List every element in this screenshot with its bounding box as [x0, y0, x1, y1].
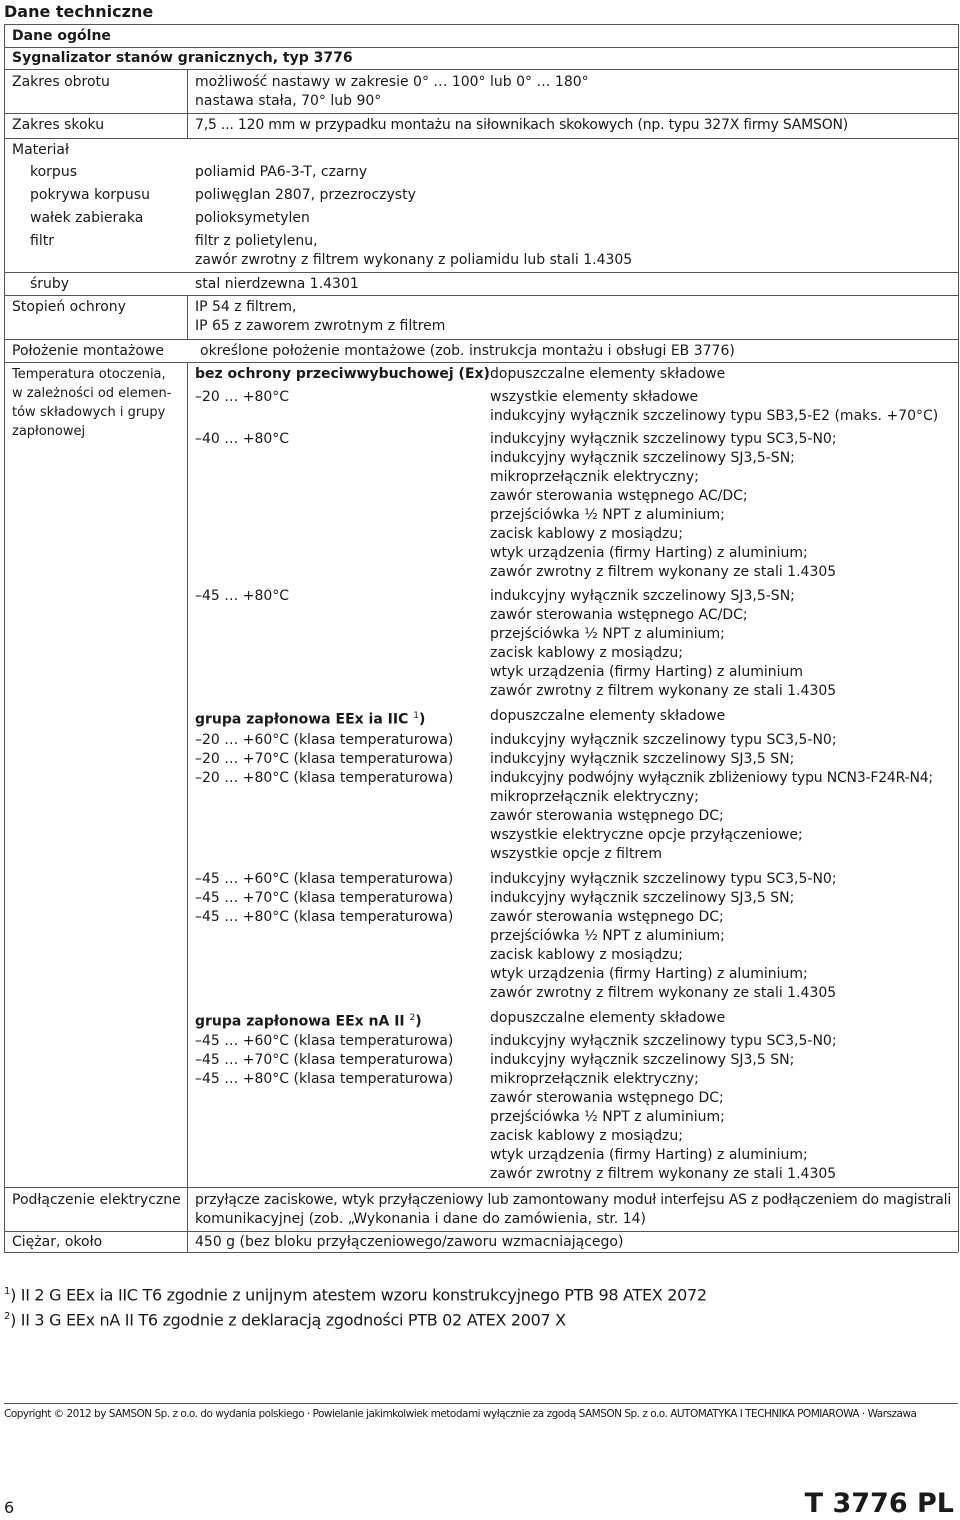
electrical-label: Podłączenie elektryczne — [12, 1192, 181, 1208]
page-number: 6 — [4, 1498, 15, 1517]
rotation-value: nastawa stała, 70° lub 90° — [195, 93, 382, 109]
component-line: przejściówka ½ NPT z aluminium; — [490, 1109, 725, 1125]
subsection-title: Sygnalizator stanów granicznych, typ 3776 — [12, 50, 353, 66]
component-line: wszystkie elektryczne opcje przyłączeniowe; — [490, 827, 803, 843]
component-line: indukcyjny wyłącznik szczelinowy typu SC3,5-N0; — [490, 871, 837, 887]
component-line: mikroprzełącznik elektryczny; — [490, 1071, 699, 1087]
material-item-value: poliwęglan 2807, przezroczysty — [195, 187, 416, 203]
weight-label: Ciężar, około — [12, 1234, 103, 1250]
component-line: indukcyjny wyłącznik szczelinowy typu SC3,5-N0; — [490, 1033, 837, 1049]
row-divider — [4, 362, 958, 363]
material-label: Materiał — [12, 142, 69, 158]
temp-class-range: –20 … +80°C (klasa temperaturowa) — [195, 770, 454, 786]
components-header: dopuszczalne elementy składowe — [490, 1010, 726, 1026]
protection-value: IP 54 z filtrem, — [195, 299, 297, 315]
component-line: zawór zwrotny z filtrem wykonany ze stali 1.4305 — [490, 985, 837, 1001]
temp-class-range: –20 … +60°C (klasa temperaturowa) — [195, 732, 454, 748]
column-divider — [187, 69, 188, 138]
component-line: przejściówka ½ NPT z aluminium; — [490, 928, 725, 944]
temperature-label: Temperatura otoczenia, — [12, 367, 166, 382]
footnote — [4, 1281, 707, 1306]
screws-label: śruby — [30, 276, 70, 292]
component-line: indukcyjny wyłącznik szczelinowy SJ3,5-SN; — [490, 450, 795, 466]
footnote-ref: 1 — [413, 711, 419, 721]
component-line: mikroprzełącznik elektryczny; — [490, 789, 699, 805]
component-line: zawór zwrotny z filtrem wykonany ze stali 1.4305 — [490, 683, 837, 699]
section-general: Dane ogólne — [12, 28, 111, 44]
component-line: indukcyjny podwójny wyłącznik zbliżeniowy typu NCN3-F24R-N4; — [490, 770, 933, 786]
component-line: zacisk kablowy z mosiądzu; — [490, 645, 683, 661]
material-item-value: poliamid PA6-3-T, czarny — [195, 164, 368, 180]
component-line: zawór sterowania wstępnego AC/DC; — [490, 488, 748, 504]
weight-value: 450 g (bez bloku przyłączeniowego/zaworu wzmacniającego) — [195, 1234, 624, 1250]
electrical-value: komunikacyjnej (zob. „Wykonania i dane do zamówienia, str. 14) — [195, 1211, 646, 1227]
mounting-value: określone położenie montażowe (zob. instrukcja montażu i obsługi EB 3776) — [200, 343, 735, 359]
footnote-text: ) II 3 G EEx nA II T6 zgodnie z deklaracją zgodności PTB 02 ATEX 2007 X — [10, 1310, 566, 1330]
component-line: zawór sterowania wstępnego DC; — [490, 1090, 724, 1106]
mounting-label: Położenie montażowe — [12, 343, 164, 359]
component-line: zawór sterowania wstępnego DC; — [490, 808, 724, 824]
component-line: wtyk urządzenia (firmy Harting) z aluminium; — [490, 545, 808, 561]
component-line: indukcyjny wyłącznik szczelinowy SJ3,5-SN; — [490, 588, 795, 604]
protection-label: Stopień ochrony — [12, 299, 126, 315]
material-item-label: filtr — [30, 233, 54, 249]
components-header: dopuszczalne elementy składowe — [490, 366, 726, 382]
footer-rule — [4, 1403, 958, 1404]
copyright-notice: Copyright © 2012 by SAMSON Sp. z o.o. do wydania polskiego · Powielanie jakimkolwiek metodami wyłącznie za zgodą SAMSON Sp. z o.o. AUTOMATYKA I TECHNIKA POMIAROWA · Warszawa — [4, 1408, 917, 1420]
temp-range: –45 … +80°C — [195, 588, 290, 604]
component-line: indukcyjny wyłącznik szczelinowy SJ3,5 SN; — [490, 751, 795, 767]
component-line: zacisk kablowy z mosiądzu; — [490, 1128, 683, 1144]
material-item-label: wałek zabieraka — [30, 210, 144, 226]
temperature-label: w zależności od elemen- — [12, 386, 172, 401]
footnote-mark: 1 — [4, 1286, 11, 1297]
stroke-label: Zakres skoku — [12, 117, 105, 133]
component-line: wtyk urządzenia (firmy Harting) z aluminium; — [490, 1147, 808, 1163]
temp-class-range: –45 … +60°C (klasa temperaturowa) — [195, 871, 454, 887]
rotation-label: Zakres obrotu — [12, 74, 110, 90]
material-item-value: filtr z polietylenu, — [195, 233, 318, 249]
component-line: indukcyjny wyłącznik szczelinowy typu SC3,5-N0; — [490, 431, 837, 447]
table-right-border — [958, 24, 959, 1252]
row-divider — [4, 47, 958, 48]
component-line: przejściówka ½ NPT z aluminium; — [490, 507, 725, 523]
ex-na-title: grupa zapłonowa EEx nA II — [195, 1013, 405, 1030]
screws-value: stal nierdzewna 1.4301 — [195, 276, 359, 292]
component-line: wszystkie elementy składowe — [490, 389, 699, 405]
material-item-value: polioksymetylen — [195, 210, 310, 226]
material-item-label: korpus — [30, 164, 77, 180]
temp-range: –40 … +80°C — [195, 431, 290, 447]
temp-class-range: –45 … +80°C (klasa temperaturowa) — [195, 909, 454, 925]
row-divider — [4, 138, 958, 139]
component-line: zacisk kablowy z mosiądzu; — [490, 526, 683, 542]
footnote — [4, 1306, 566, 1331]
column-divider — [187, 295, 188, 339]
row-divider — [4, 272, 958, 273]
component-line: zacisk kablowy z mosiądzu; — [490, 947, 683, 963]
table-top-border — [4, 24, 958, 25]
component-line: zawór sterowania wstępnego DC; — [490, 909, 724, 925]
stroke-value: 7,5 ... 120 mm w przypadku montażu na siłownikach skokowych (np. typu 327X firmy SAMSON) — [195, 117, 849, 133]
ex-na-header: grupa zapłonowa EEx nA II $^2$) — [195, 1013, 422, 1030]
row-divider — [4, 1187, 958, 1188]
nonex-header: bez ochrony przeciwwybuchowej (Ex) — [195, 366, 490, 382]
electrical-value: przyłącze zaciskowe, wtyk przyłączeniowy lub zamontowany moduł interfejsu AS z podłączeniem do magistrali — [195, 1192, 952, 1208]
rotation-value: możliwość nastawy w zakresie 0° … 100° lub 0° … 180° — [195, 74, 589, 90]
protection-value: IP 65 z zaworem zwrotnym z filtrem — [195, 318, 446, 334]
ex-ia-header: grupa zapłonowa EEx ia IIC $^1$) — [195, 711, 426, 728]
temperature-label: tów składowych i grupy — [12, 405, 166, 420]
material-item-value: zawór zwrotny z filtrem wykonany z poliamidu lub stali 1.4305 — [195, 252, 633, 268]
temp-class-range: –45 … +70°C (klasa temperaturowa) — [195, 890, 454, 906]
component-line: zawór zwrotny z filtrem wykonany ze stali 1.4305 — [490, 564, 837, 580]
component-line: zawór sterowania wstępnego AC/DC; — [490, 607, 748, 623]
material-item-label: pokrywa korpusu — [30, 187, 150, 203]
footnote-text: ) II 2 G EEx ia IIC T6 zgodnie z unijnym atestem wzoru konstrukcyjnego PTB 98 ATEX 2072 — [10, 1285, 707, 1305]
footnote-mark: 2 — [4, 1311, 11, 1322]
temp-class-range: –20 … +70°C (klasa temperaturowa) — [195, 751, 454, 767]
temperature-label: zapłonowej — [12, 424, 86, 439]
footnote-ref: 2 — [409, 1013, 416, 1023]
component-line: przejściówka ½ NPT z aluminium; — [490, 626, 725, 642]
page-title: Dane techniczne — [4, 2, 154, 21]
table-bottom-border — [4, 1252, 958, 1253]
component-line: indukcyjny wyłącznik szczelinowy typu SC3,5-N0; — [490, 732, 837, 748]
row-divider — [4, 69, 958, 70]
component-line: mikroprzełącznik elektryczny; — [490, 469, 699, 485]
row-divider — [4, 113, 958, 114]
temp-range: –20 … +80°C — [195, 389, 290, 405]
temp-class-range: –45 … +80°C (klasa temperaturowa) — [195, 1071, 454, 1087]
temp-class-range: –45 … +70°C (klasa temperaturowa) — [195, 1052, 454, 1068]
component-line: indukcyjny wyłącznik szczelinowy SJ3,5 SN; — [490, 1052, 795, 1068]
document-code: T 3776 PL — [804, 1488, 954, 1519]
row-divider — [4, 1231, 958, 1232]
components-header: dopuszczalne elementy składowe — [490, 708, 726, 724]
component-line: indukcyjny wyłącznik szczelinowy SJ3,5 SN; — [490, 890, 795, 906]
component-line: wszystkie opcje z filtrem — [490, 846, 663, 862]
ex-ia-title: grupa zapłonowa EEx ia IIC — [195, 711, 409, 728]
component-line: wtyk urządzenia (firmy Harting) z aluminium; — [490, 966, 808, 982]
row-divider — [4, 339, 958, 340]
temp-class-range: –45 … +60°C (klasa temperaturowa) — [195, 1033, 454, 1049]
component-line: zawór zwrotny z filtrem wykonany ze stali 1.4305 — [490, 1166, 837, 1182]
table-left-border — [4, 24, 5, 1252]
component-line: indukcyjny wyłącznik szczelinowy typu SB3,5-E2 (maks. +70°C) — [490, 408, 939, 424]
component-line: wtyk urządzenia (firmy Harting) z aluminium — [490, 664, 803, 680]
row-divider — [4, 295, 958, 296]
column-divider — [187, 362, 188, 1252]
